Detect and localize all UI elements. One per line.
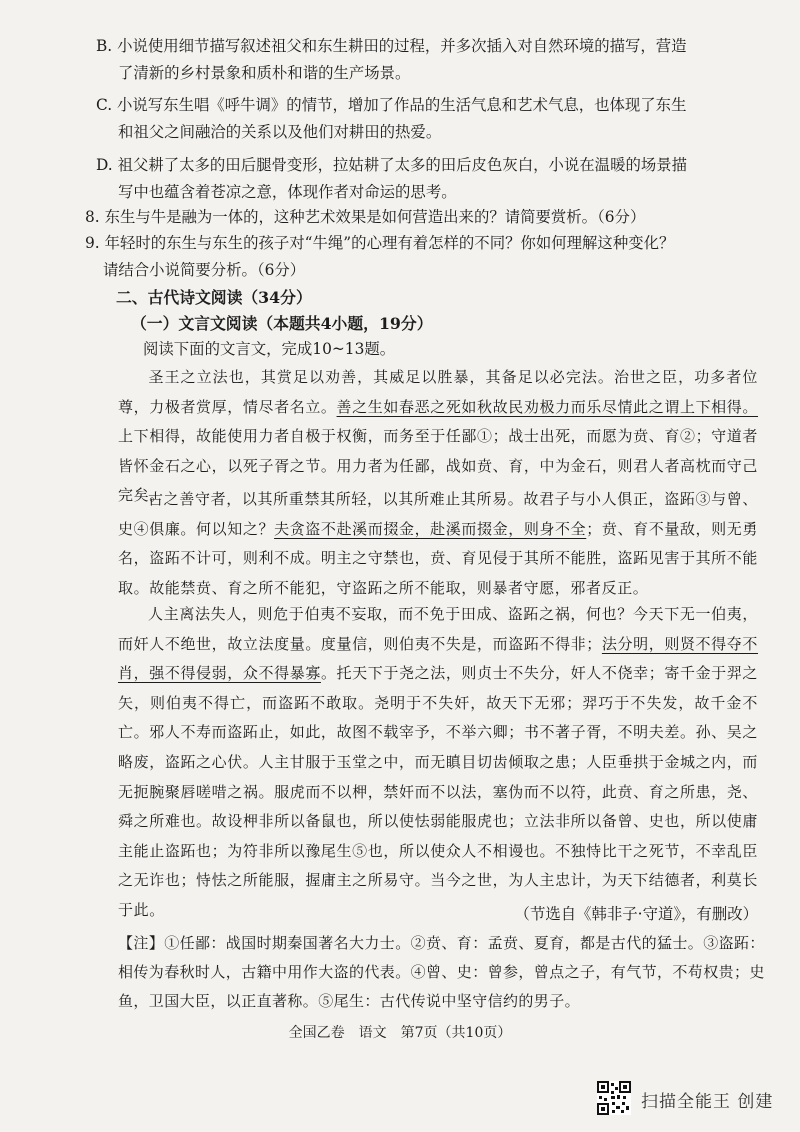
p1-underlined: 善之生如春恶之死如秋故民劝极力而乐尽情此之谓上下相得。 [336,397,759,416]
option-d-line1: D. 祖父耕了太多的田后腿骨变形，拉姑耕了太多的田后皮色灰白，小说在温暖的场景描 [96,156,688,174]
page-footer: 全国乙卷 语文 第7页（共10页） [288,1025,512,1041]
annotations-note: 【注】①任鄙：战国时期秦国著名大力士。②贲、育：孟贲、夏育，都是古代的猛士。③盗跖：相传为春秋时人，古籍中用作大盗的代表。④曾、史：曾参，曾点之子，有气节，不苟权贵；史鱼，卫国大臣，以正直著称。⑤尾生：古代传说中坚守信约的男子。 [118,934,765,1010]
p3-text-b: 。托天下于尧之法，则贞士不失分，奸人不侥幸；寄千金于羿之矢，则伯夷不得亡，而盗跖不敢取。尧明于不失奸，故天下无邪；羿巧于不失发，故千金不亡。邪人不寿而盗跖止，如此，故图不载宰予，不举六卿；书不著子胥，不明夫差。孙、吴之略废，盗跖之心伏。人主甘服于玉堂之中，而无瞋目切齿倾取之患；人臣垂拱于金城之内，而无扼腕聚唇嗟唶之祸。服虎而不以柙，禁奸而不以法，塞伪而不以符，此贲、育之所患，尧、舜之所难也。故设柙非所以备鼠也，所以使怯弱能服虎也；立法非所以备曾、史也，所以使庸主能止盗跖也；为符非所以豫尾生⑤也，所以使众人不相谩也。不独恃比干之死节，不幸乱臣之无诈也；恃怯之所能服，握庸主之所易守。当今之世，为人主忠计，为天下结德者，利莫长于此。 [118,664,758,919]
p1-text-b: 上下相得，故能使用力者自极于权衡，而务至于任鄙①；战士出死，而愿为贲、育②；守道者皆怀金石之心，以死子胥之节。用力者为任鄙，战如贲、育，中为金石，则君人者高枕而守己完矣。 [118,427,758,505]
passage-source: （节选自《韩非子·守道》，有删改） [514,905,758,923]
p1-text-a: 圣王之立法也，其赏足以劝善，其威足以胜暴，其备足以必完法。治世之臣，功多者位尊，力极者赏厚，情尽者名立。 [118,368,758,416]
section-title: 二、古代诗文阅读（34分） [116,288,312,307]
p2-text-b: ；贲、育不量敌，则无勇名，盗跖不计可，则利不成。明主之守禁也，贲、育见侵于其所不能胜，盗跖见害于其所不能取。故能禁贲、育之所不能犯，守盗跖之所不能取，则暴者守愿，邪者反正。 [118,519,758,597]
passage-paragraph-3 [118,600,758,926]
subsection-title: （一）文言文阅读（本题共4小题，19分） [131,314,433,333]
option-b [96,33,758,87]
question-9 [85,230,763,284]
scanner-watermark: 扫描全能王 创建 [641,1092,774,1112]
reading-instruction: 阅读下面的文言文，完成10~13题。 [143,340,396,358]
p3-underlined: 法分明，则贤不得夺不肖，强不得侵弱，众不得暴寡 [118,634,758,683]
option-d [96,152,758,206]
question-9-line2: 请结合小说简要分析。（6分） [103,261,306,279]
question-9-line1: 9. 年轻时的东生与东生的孩子对“牛绳”的心理有着怎样的不同？你如何理解这种变化？ [85,234,675,252]
passage-paragraph-2 [118,485,758,603]
option-c [96,92,758,146]
option-c-line1: C. 小说写东生唱《呼牛调》的情节，增加了作品的生活气息和艺术气息，也体现了东生 [96,96,687,114]
option-c-line2: 和祖父之间融洽的关系以及他们对耕田的热爱。 [118,123,442,141]
qr-code-icon [597,1081,631,1115]
p2-underlined: 夫贪盗不赴溪而掇金，赴溪而掇金，则身不全 [274,519,587,538]
option-b-line1: B. 小说使用细节描写叙述祖父和东生耕田的过程，并多次插入对自然环境的描写，营造 [96,37,687,55]
option-b-line2: 了清新的乡村景象和质朴和谐的生产场景。 [118,64,411,82]
question-8-text: 8. 东生与牛是融为一体的，这种艺术效果是如何营造出来的？请简要赏析。（6分） [85,208,646,226]
question-8 [85,204,763,231]
p2-text-a: 古之善守者，以其所重禁其所轻，以其所难止其所易。故君子与小人俱正，盗跖③与曾、史④俱廉。何以知之？ [118,490,758,538]
p3-text-a: 人主离法失人，则危于伯夷不妄取，而不免于田成、盗跖之祸，何也？今天下无一伯夷，而奸人不绝世，故立法度量。度量信，则伯夷不失是，而盗跖不得非； [118,605,758,653]
option-d-line2: 写中也蕴含着苍凉之意，体现作者对命运的思考。 [118,183,457,201]
